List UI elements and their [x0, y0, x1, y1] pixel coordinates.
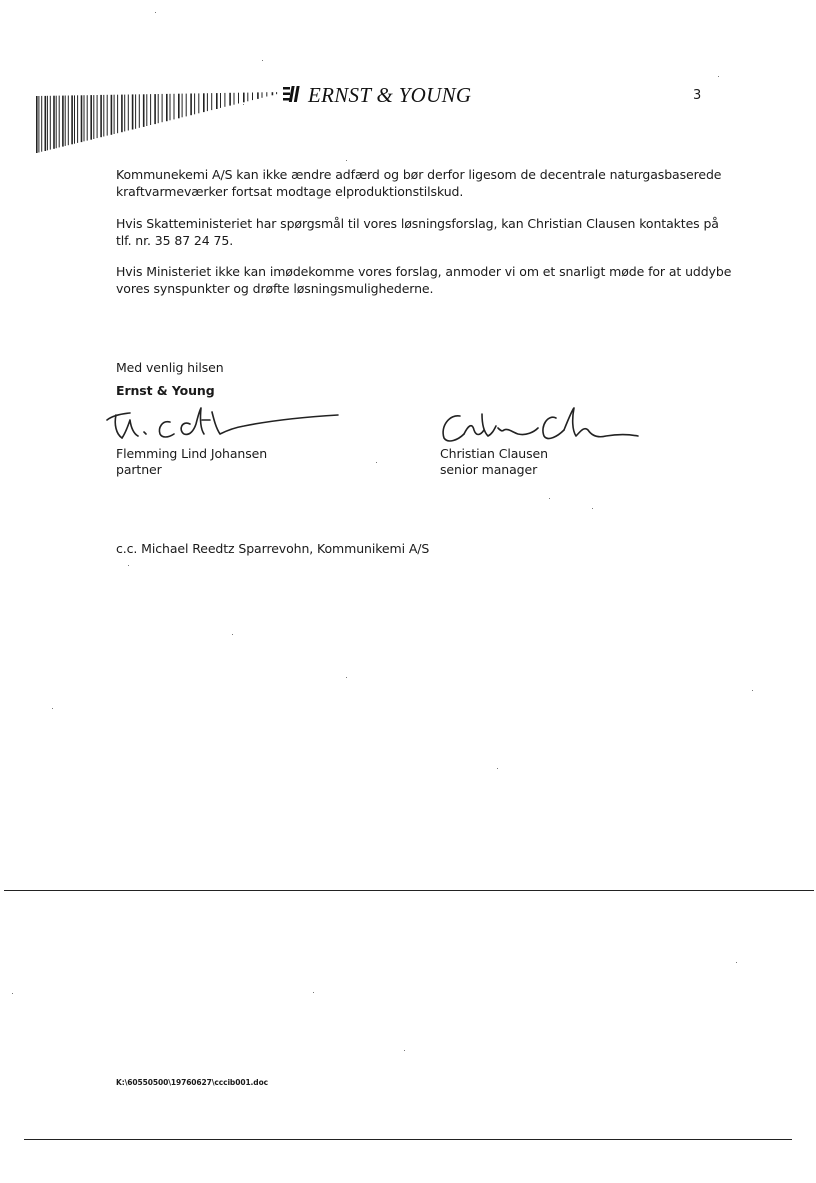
cc-line: c.c. Michael Reedtz Sparrevohn, Kommunikemi A/S	[116, 541, 430, 556]
header-stripe	[53, 96, 55, 149]
header-stripe	[62, 96, 64, 147]
header-stripe	[77, 95, 78, 143]
closing-greeting: Med venlig hilsen	[116, 360, 224, 375]
header-stripe	[111, 95, 113, 135]
header-stripe	[229, 93, 231, 106]
signatory-1-title: partner	[116, 462, 162, 477]
header-stripe	[56, 96, 57, 149]
header-stripe	[146, 94, 147, 126]
header-stripe	[139, 94, 140, 128]
header-stripe	[71, 95, 73, 144]
header-stripe	[154, 94, 156, 124]
header-stripe	[114, 95, 115, 134]
scan-speck	[346, 677, 347, 678]
header-stripe	[243, 93, 245, 103]
header-stripe	[143, 94, 145, 127]
scan-speck	[128, 565, 129, 566]
paragraph-2-line-2: tlf. nr. 35 87 24 75.	[116, 233, 234, 248]
header-stripe	[132, 94, 134, 129]
header-stripe	[186, 94, 187, 117]
header-stripe	[207, 93, 208, 111]
scan-speck	[497, 768, 498, 769]
header-stripe	[211, 93, 212, 110]
header-stripe	[81, 95, 83, 142]
header-stripe	[224, 93, 225, 107]
header-stripe	[162, 94, 163, 122]
scan-speck	[232, 634, 233, 635]
scan-speck	[52, 708, 53, 709]
paragraph-3-line-1: Hvis Ministeriet ikke kan imødekomme vores forslag, anmoder vi om et snarligt møde for at uddybe	[116, 264, 732, 279]
header-stripe	[128, 95, 129, 131]
header-stripe	[158, 94, 159, 123]
paragraph-2-line-1: Hvis Skatteministeriet har spørgsmål til vores løsningsforslag, kan Christian Clausen kontaktes på	[116, 216, 719, 231]
header-stripe	[93, 95, 94, 139]
header-stripe	[117, 95, 118, 134]
header-stripe	[247, 93, 248, 102]
header-stripe	[103, 95, 104, 137]
header-stripe	[135, 94, 136, 128]
header-stripe	[47, 96, 48, 151]
header-stripe	[59, 96, 60, 148]
header-stripe	[121, 95, 123, 133]
scan-speck	[243, 104, 244, 105]
header-stripe	[266, 92, 267, 96]
bottom-rule	[24, 1139, 792, 1140]
header-stripe	[84, 95, 85, 141]
ernst-young-logo	[282, 83, 471, 108]
header-stripe	[41, 96, 42, 152]
header-stripe	[107, 95, 108, 136]
paragraph-3-line-2: vores synspunkter og drøfte løsningsmulighederne.	[116, 281, 434, 296]
header-stripe	[100, 95, 102, 137]
header-stripes	[36, 58, 281, 153]
header-stripe	[252, 93, 253, 101]
header-stripe	[150, 94, 151, 125]
logo-wordmark: ERNST & YOUNG	[308, 83, 472, 107]
scan-speck	[736, 962, 737, 963]
header-stripe	[178, 94, 180, 119]
header-stripe	[234, 93, 235, 105]
header-stripe	[198, 93, 199, 113]
signatory-2-title: senior manager	[440, 462, 538, 477]
header-stripe	[174, 94, 175, 120]
header-stripe	[50, 96, 51, 150]
header-stripe	[90, 95, 92, 140]
header-stripe	[74, 95, 75, 143]
header-stripe	[238, 93, 239, 104]
signatory-2-name: Christian Clausen	[440, 446, 548, 461]
scan-speck	[12, 993, 13, 994]
signature-johansen	[104, 398, 344, 452]
scan-speck	[404, 1050, 405, 1051]
header-stripe	[97, 95, 98, 138]
scan-speck	[592, 508, 593, 509]
header-stripe	[272, 92, 274, 95]
header-stripe	[68, 96, 69, 146]
signatory-1-name: Flemming Lind Johansen	[116, 446, 268, 461]
header-stripe	[182, 94, 183, 118]
scan-speck	[346, 160, 347, 161]
header-stripe	[65, 96, 66, 146]
paragraph-1-line-2: kraftvarmeværker fortsat modtage elproduktionstilskud.	[116, 184, 464, 199]
header-stripe	[216, 93, 218, 109]
header-stripe	[36, 96, 38, 153]
header-stripe	[38, 96, 39, 153]
scan-speck	[549, 498, 550, 499]
scan-speck	[155, 12, 156, 13]
header-stripe	[257, 92, 259, 99]
scan-speck	[313, 992, 314, 993]
header-stripe	[203, 93, 205, 112]
scan-speck	[718, 76, 719, 77]
scan-speck	[262, 60, 263, 61]
header-stripe	[124, 95, 125, 132]
header-stripe	[190, 94, 192, 116]
scan-speck	[752, 690, 753, 691]
scan-speck	[376, 462, 377, 463]
footer-file-reference: K:\60550500\19760627\cccib001.doc	[116, 1078, 268, 1087]
divider-rule	[4, 890, 814, 891]
header-stripe	[194, 93, 195, 114]
page-number: 3	[693, 88, 702, 103]
header-stripe	[276, 92, 277, 94]
paragraph-1-line-1: Kommunekemi A/S kan ikke ændre adfærd og bør derfor ligesom de decentrale naturgasbaserede	[116, 167, 722, 182]
header-stripe	[170, 94, 171, 121]
header-stripe	[166, 94, 168, 121]
header-stripe	[45, 96, 47, 151]
closing-firm: Ernst & Young	[116, 383, 215, 398]
header-stripe	[87, 95, 88, 140]
logo-icon	[282, 84, 302, 108]
header-stripe	[220, 93, 221, 108]
header-stripe	[262, 92, 263, 98]
